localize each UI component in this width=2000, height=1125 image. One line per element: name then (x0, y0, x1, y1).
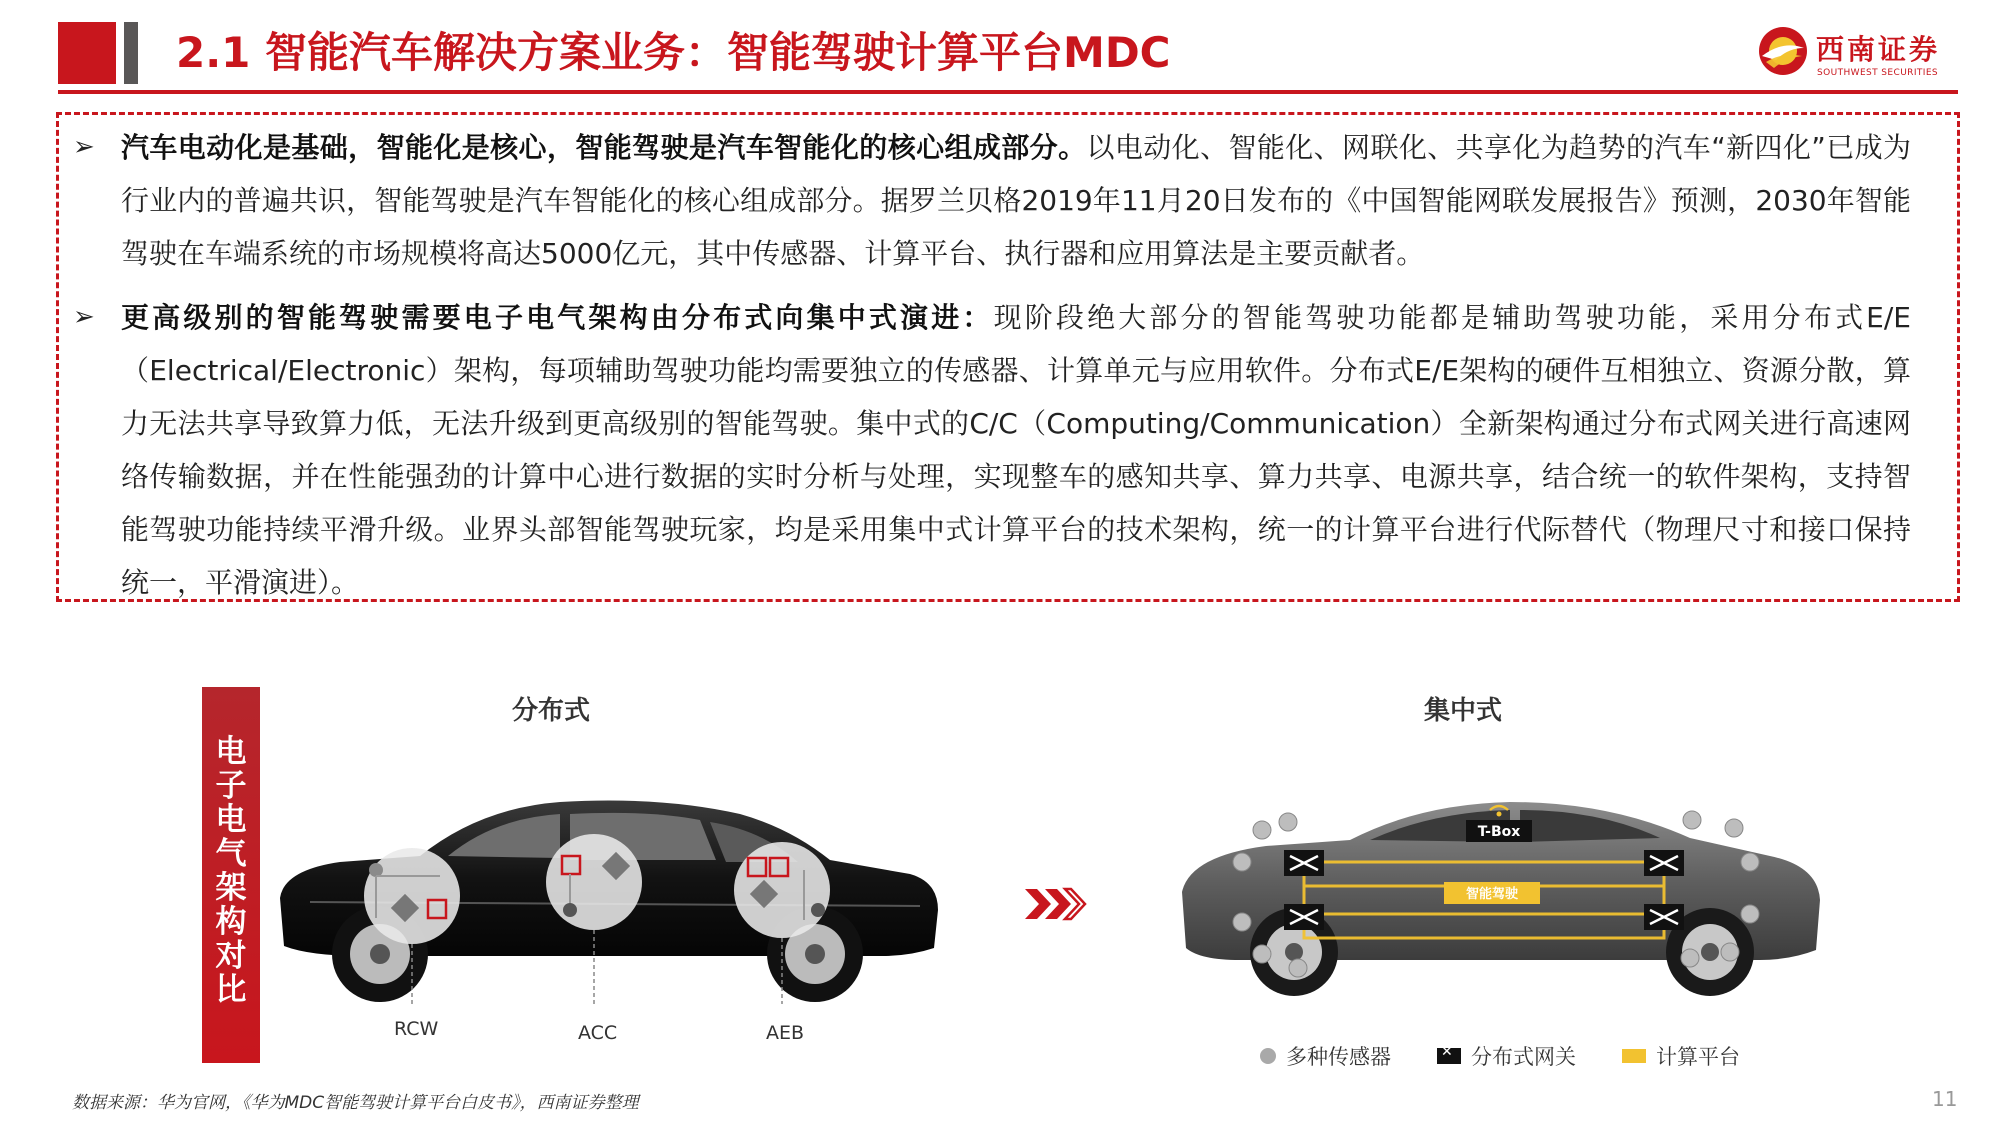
bullet-icon: ➢ (73, 302, 95, 332)
logo-chinese-name: 西南证券 (1816, 33, 1941, 66)
acc-module (546, 834, 642, 930)
legend-gateway (1437, 1041, 1576, 1071)
gateway-icon (1284, 904, 1324, 930)
bullet-icon: ➢ (73, 132, 95, 162)
gateway-icon (1644, 904, 1684, 930)
logo-emblem-icon (1758, 26, 1808, 76)
legend-compute-platform-label: 计算平台 (1656, 1045, 1740, 1069)
logo-english-name: SOUTHWEST SECURITIES (1817, 68, 1939, 78)
paragraph-1-body: 以电动化、智能化、网联化、共享化为趋势的汽车“新四化”已成为行业内的普遍共识，智能驾驶是汽车智能化的核心组成部分。据罗兰贝格2019年11月20日发布的《中国智能网联发展报告》预测，2030年智能驾驶在车端系统的市场规模将高达5000亿元，其中传感器、计算平台、执行器和应用算法是主要贡献者。 (121, 131, 1911, 270)
gateway-icon (1284, 850, 1324, 876)
paragraph-2 (73, 291, 1911, 609)
header-gray-bar (124, 22, 138, 84)
rcw-label: RCW (394, 1018, 439, 1040)
legend (1260, 1038, 1786, 1074)
paragraph-2-lead: 更高级别的智能驾驶需要电子电气架构由分布式向集中式演进： (121, 301, 994, 334)
gateway-icon (1644, 850, 1684, 876)
page-title: 2.1 智能汽车解决方案业务：智能驾驶计算平台MDC (176, 28, 1171, 77)
aeb-label: AEB (766, 1022, 805, 1044)
gateway-legend-icon (1437, 1048, 1461, 1064)
paragraph-1 (73, 121, 1911, 280)
acc-label: ACC (578, 1022, 618, 1044)
summary-box (56, 112, 1960, 602)
source-note: 数据来源：华为官网，《华为MDC智能驾驶计算平台白皮书》，西南证券整理 (72, 1093, 639, 1113)
distributed-title: 分布式 (512, 696, 591, 726)
side-label-box (202, 687, 260, 1063)
company-logo (1758, 24, 1958, 84)
distributed-car-illustration (270, 770, 950, 1010)
paragraph-1-lead: 汽车电动化是基础，智能化是核心，智能驾驶是汽车智能化的核心组成部分。 (121, 131, 1087, 164)
aeb-module (734, 842, 830, 938)
legend-sensors-label: 多种传感器 (1286, 1045, 1391, 1069)
transition-arrow-icon (1025, 885, 1090, 923)
page-number: 11 (1932, 1087, 1958, 1111)
rcw-module (364, 848, 460, 944)
side-label-text: 电子电气架构对比 (215, 734, 247, 1008)
header-divider (58, 90, 1958, 94)
tbox-label: T-Box (1477, 824, 1521, 840)
sensor-dot-icon (1260, 1048, 1276, 1064)
header-red-block (58, 22, 116, 84)
centralized-car-illustration (1170, 782, 1830, 1002)
compute-platform-label: 智能驾驶 (1465, 887, 1519, 902)
platform-legend-icon (1622, 1049, 1646, 1063)
legend-compute-platform (1622, 1041, 1740, 1071)
centralized-title: 集中式 (1424, 696, 1503, 726)
legend-gateway-label: 分布式网关 (1471, 1045, 1576, 1069)
paragraph-2-body: 现阶段绝大部分的智能驾驶功能都是辅助驾驶功能，采用分布式E/E（Electrical/Electronic）架构，每项辅助驾驶功能均需要独立的传感器、计算单元与应用软件。分布式E/E架构的硬件互相独立、资源分散，算力无法共享导致算力低，无法升级到更高级别的智能驾驶。集中式的C/C（Computing/Communication）全新架构通过分布式网关进行高速网络传输数据，并在性能强劲的计算中心进行数据的实时分析与处理，实现整车的感知共享、算力共享、电源共享，结合统一的软件架构，支持智能驾驶功能持续平滑升级。业界头部智能驾驶玩家，均是采用集中式计算平台的技术架构，统一的计算平台进行代际替代（物理尺寸和接口保持统一，平滑演进）。 (121, 301, 1911, 599)
legend-sensors (1260, 1041, 1391, 1071)
